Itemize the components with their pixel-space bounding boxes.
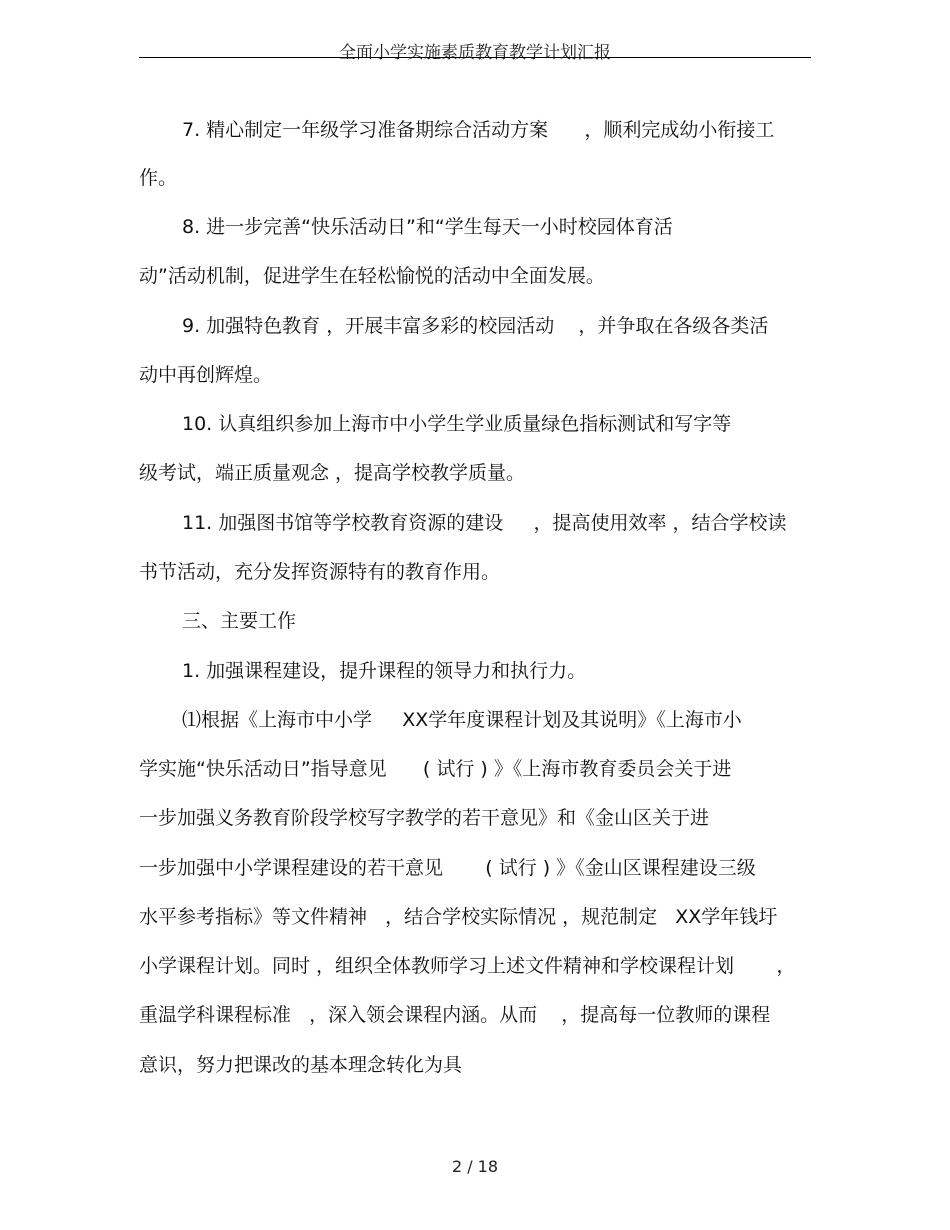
text-line: 重温学科课程标准 ，深入领会课程内涵。从而 ，提高每一位教师的课程 (139, 1004, 771, 1026)
text-line: 级考试，端正质量观念 ，提高学校教学质量。 (139, 462, 526, 484)
text-line: 11. 加强图书馆等学校教育资源的建设 ，提高使用效率 ，结合学校读 (182, 512, 787, 534)
text-line: 9. 加强特色教育 ，开展丰富多彩的校园活动 ，并争取在各级各类活 (182, 315, 769, 337)
text-line: 小学课程计划。同时 ，组织全体教师学习上述文件精神和学校课程计划 ， (139, 955, 796, 977)
text-line: 作。 (139, 167, 178, 189)
text-line: 1. 加强课程建设，提升课程的领导力和执行力。 (182, 660, 587, 682)
page-header-title: 全面小学实施素质教育教学计划汇报 (339, 43, 611, 63)
section-heading: 三、主要工作 (182, 610, 297, 632)
page-number: 2 / 18 (451, 1157, 499, 1176)
text-line: 8. 进一步完善“快乐活动日”和“学生每天一小时校园体育活 (182, 216, 673, 238)
text-line: ⑴根据《上海市中小学 XX学年度课程计划及其说明》《上海市小 (182, 709, 742, 731)
text-line: 一步加强中小学课程建设的若干意见 ( 试行 ) 》《金山区课程建设三级 (139, 857, 756, 879)
text-line: 一步加强义务教育阶段学校写字教学的若干意见》和《金山区关于进 (139, 807, 710, 829)
text-line: 动中再创辉煌。 (139, 364, 273, 386)
text-line: 意识，努力把课改的基本理念转化为具 (139, 1054, 463, 1076)
text-line: 水平参考指标》等文件精神 ，结合学校实际情况 ，规范制定 XX学年钱圩 (139, 906, 778, 928)
text-line: 动”活动机制，促进学生在轻松愉悦的活动中全面发展。 (139, 265, 605, 287)
text-line: 学实施“快乐活动日”指导意见 ( 试行 ) 》《上海市教育委员会关于进 (139, 758, 732, 780)
text-line: 10. 认真组织参加上海市中小学生学业质量绿色指标测试和写字等 (182, 413, 732, 435)
text-line: 书节活动，充分发挥资源特有的教育作用。 (139, 561, 501, 583)
header-rule (139, 57, 811, 58)
text-line: 7. 精心制定一年级学习准备期综合活动方案 ，顺利完成幼小衔接工 (182, 119, 775, 141)
